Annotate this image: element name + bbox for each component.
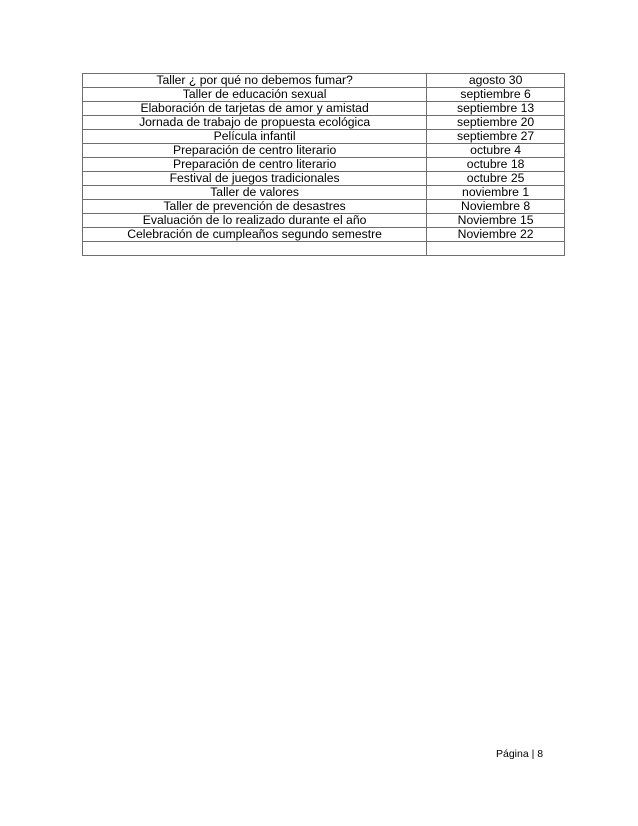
table-row [83, 116, 565, 130]
activity-cell: Celebración de cumpleaños segundo semestre [83, 228, 427, 242]
table-row [83, 200, 565, 214]
activity-cell: Festival de juegos tradicionales [83, 172, 427, 186]
table-row [83, 144, 565, 158]
activity-cell: Evaluación de lo realizado durante el año [83, 214, 427, 228]
table-row [83, 130, 565, 144]
date-cell: noviembre 1 [427, 186, 565, 200]
table-row [83, 158, 565, 172]
date-cell: agosto 30 [427, 74, 565, 88]
date-cell [427, 242, 565, 256]
table-row [83, 228, 565, 242]
activity-cell: Elaboración de tarjetas de amor y amistad [83, 102, 427, 116]
activity-cell: Taller de educación sexual [83, 88, 427, 102]
table-row-empty [83, 242, 565, 256]
date-cell: octubre 4 [427, 144, 565, 158]
activity-cell: Taller ¿ por qué no debemos fumar? [83, 74, 427, 88]
activity-cell [83, 242, 427, 256]
table-row [83, 74, 565, 88]
table-row [83, 172, 565, 186]
page-number-footer: Página | 8 [496, 748, 544, 760]
date-cell: Noviembre 22 [427, 228, 565, 242]
activity-cell: Jornada de trabajo de propuesta ecológica [83, 116, 427, 130]
activity-cell: Preparación de centro literario [83, 144, 427, 158]
date-cell: Noviembre 15 [427, 214, 565, 228]
activity-cell: Preparación de centro literario [83, 158, 427, 172]
activity-cell: Taller de prevención de desastres [83, 200, 427, 214]
table-row [83, 102, 565, 116]
date-cell: septiembre 27 [427, 130, 565, 144]
date-cell: Noviembre 8 [427, 200, 565, 214]
date-cell: septiembre 13 [427, 102, 565, 116]
activity-cell: Taller de valores [83, 186, 427, 200]
table-row [83, 88, 565, 102]
table-row [83, 186, 565, 200]
date-cell: septiembre 6 [427, 88, 565, 102]
activity-schedule-table [82, 73, 565, 256]
date-cell: octubre 18 [427, 158, 565, 172]
activity-cell: Película infantil [83, 130, 427, 144]
date-cell: septiembre 20 [427, 116, 565, 130]
date-cell: octubre 25 [427, 172, 565, 186]
table-row [83, 214, 565, 228]
